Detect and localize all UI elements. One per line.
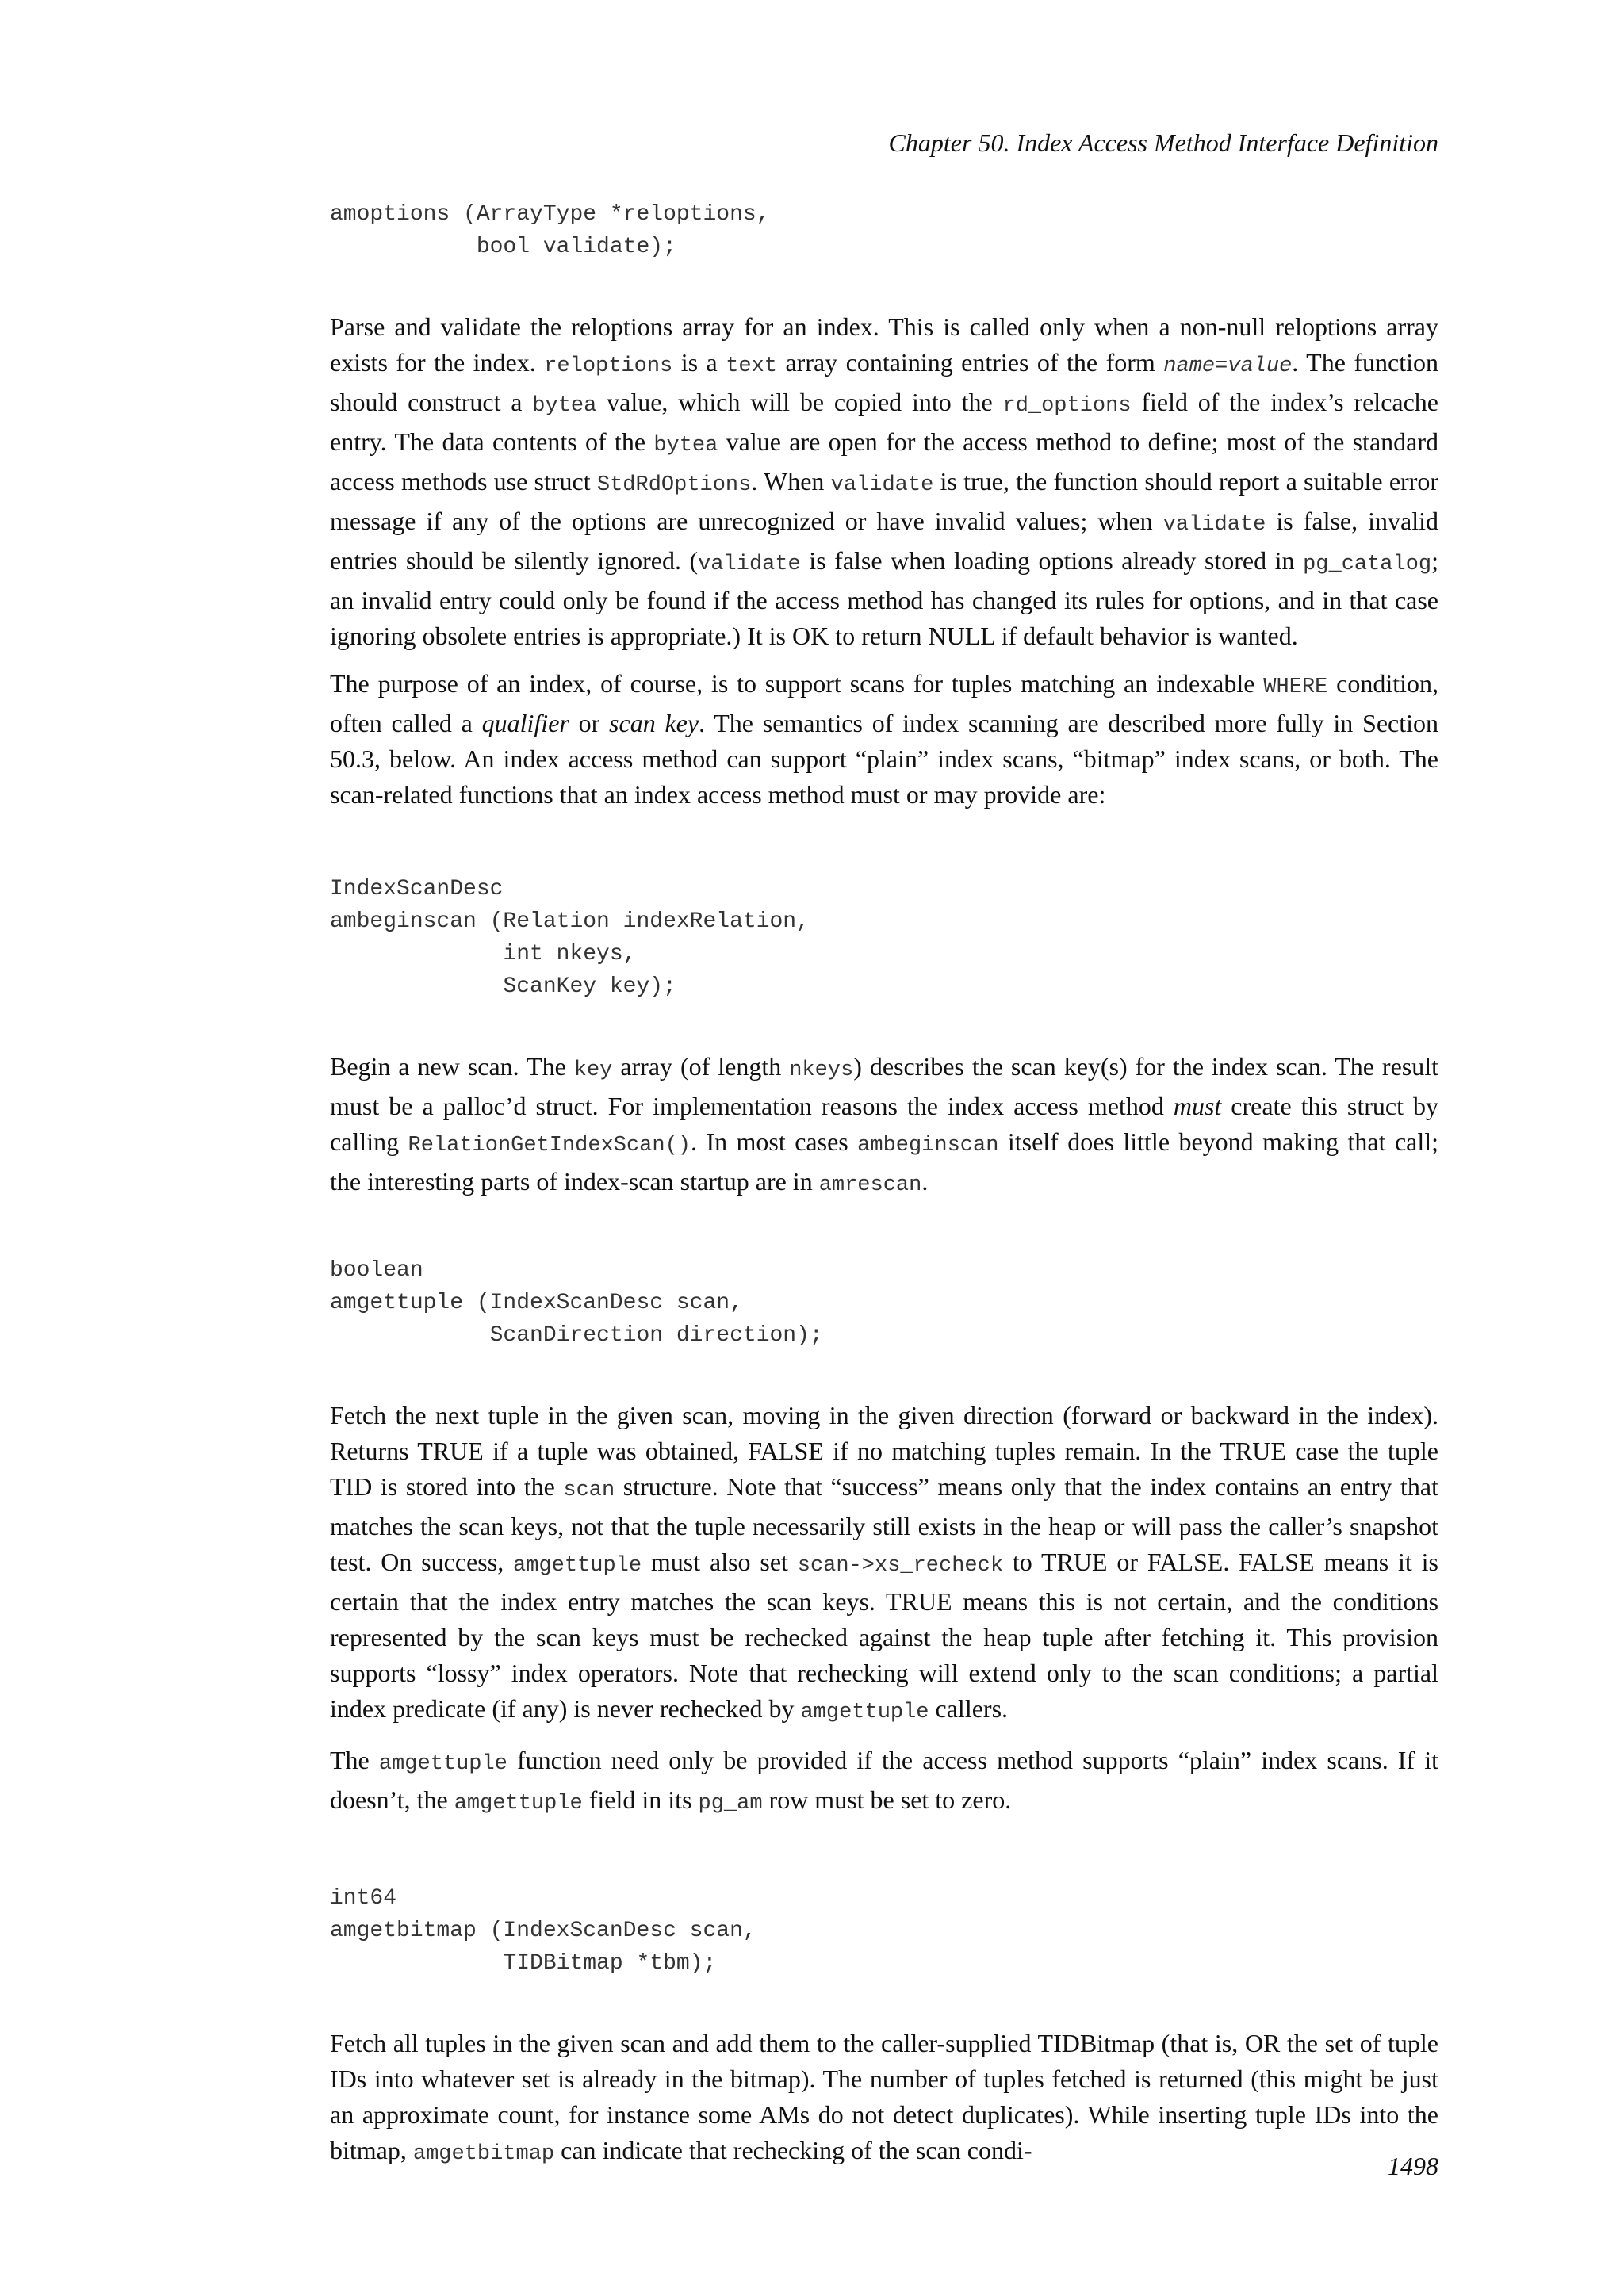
page-number: 1498	[1388, 2152, 1438, 2180]
text-run: field in its	[582, 1785, 699, 1814]
text-run: Fetch the next tuple in the given scan, moving in the given direction (forward or backward in the index). Returns TRUE if a tuple was obtained, FALSE if no matching tuples remain. In the TRUE case the tuple TID is stored into the	[330, 1401, 1438, 1501]
inline-code: ambeginscan	[857, 1134, 999, 1158]
text-run: is false when loading options already stored in	[800, 546, 1304, 575]
text-run: Begin a new scan. The	[330, 1052, 574, 1081]
paragraph-amgettuple-description	[330, 1398, 1438, 1731]
code-block-amgetbitmap: int64 amgetbitmap (IndexScanDesc scan, TIDBitmap *tbm);	[330, 1886, 756, 1976]
text-run: array containing entries of the form	[777, 348, 1164, 377]
text-run: value, which will be copied into the	[596, 388, 1003, 416]
inline-code: validate	[1162, 513, 1266, 537]
text-run: The purpose of an index, of course, is to support scans for tuples matching an indexable	[330, 669, 1264, 698]
inline-code-italic: name	[1163, 354, 1216, 378]
inline-code: pg_am	[698, 1792, 763, 1816]
inline-code: reloptions	[544, 354, 673, 378]
paragraph-amgetbitmap-description	[330, 2026, 1438, 2172]
inline-code: validate	[698, 553, 801, 576]
text-run: . The semantics of index scanning are described more fully in Section 50.3, below. An index access method can support “plain” index scans, “bitmap” index scans, or both. The scan-related functions that an index access method must or may provide are:	[330, 709, 1439, 809]
text-run: Parse and validate the reloptions array for an index. This is called only when a non-null reloptions array exists for the index.	[330, 312, 1438, 377]
text-run: condition, often called a	[330, 669, 1439, 737]
inline-code: bytea	[532, 394, 597, 418]
text-run: can indicate that rechecking of the scan condi-	[554, 2136, 1032, 2164]
inline-code: amgettuple	[513, 1554, 642, 1578]
text-run: is a	[672, 348, 726, 377]
text-run: row must be set to zero.	[762, 1785, 1012, 1814]
emphasis: qualifier	[481, 709, 569, 737]
inline-code: rd_options	[1002, 394, 1132, 418]
code-block-amoptions: amoptions (ArrayType *reloptions, bool validate);	[330, 202, 770, 259]
inline-code: key	[573, 1058, 613, 1082]
emphasis: scan key	[609, 709, 699, 737]
inline-code: amgetbitmap	[412, 2142, 555, 2166]
inline-code: =	[1215, 354, 1228, 378]
text-run: value are open for the access method to define; most of the standard access methods use struct	[330, 427, 1439, 496]
text-run: callers.	[929, 1694, 1009, 1723]
text-run: Fetch all tuples in the given scan and add them to the caller-supplied TIDBitmap (that is, OR the set of tuple IDs into whatever set is already in the bitmap). The number of tuples fetched is returned (this might be just an approximate count, for instance some AMs do not detect duplicates). While inserting tuple IDs into the bitmap,	[330, 2029, 1438, 2164]
inline-code: text	[726, 354, 777, 378]
code-block-ambeginscan: IndexScanDesc ambeginscan (Relation indexRelation, int nkeys, ScanKey key);	[330, 877, 810, 999]
inline-code: amgettuple	[454, 1792, 583, 1816]
paragraph-amoptions-description	[330, 309, 1438, 654]
inline-code: amgettuple	[800, 1701, 929, 1724]
text-run: is false, invalid entries should be silently ignored. (	[330, 507, 1439, 575]
text-run: . In most cases	[691, 1127, 858, 1156]
text-run: to TRUE or FALSE. FALSE means it is certain that the index entry matches the scan keys. TRUE means this is not certain, and the conditions represented by the scan keys must be rechecked against the heap tuple after fetching it. This provision supports “lossy” index operators. Note that rechecking will extend only to the scan conditions; a partial index predicate (if any) is never rechecked by	[330, 1548, 1439, 1723]
paragraph-index-purpose	[330, 666, 1438, 813]
text-run: must also set	[642, 1548, 798, 1576]
text-run: ) describes the scan key(s) for the index scan. The result must be a palloc’d struct. For implementation reasons the index access method	[330, 1052, 1438, 1120]
emphasis: must	[1173, 1092, 1222, 1120]
text-run: . The function should construct a	[330, 348, 1439, 416]
text-run: The	[330, 1746, 379, 1774]
text-run: . When	[751, 467, 831, 496]
inline-code: WHERE	[1263, 675, 1328, 699]
text-run: function need only be provided if the access method supports “plain” index scans. If it doesn’t, the	[330, 1746, 1439, 1814]
inline-code: RelationGetIndexScan()	[408, 1134, 691, 1158]
text-run: create this struct by calling	[330, 1092, 1438, 1156]
text-run: field of the index’s relcache entry. The data contents of the	[330, 388, 1439, 456]
text-run: ; an invalid entry could only be found if the access method has changed its rules for options, and in that case ignoring obsolete entries is appropriate.) It is OK to return NULL if default behavior is wanted.	[330, 546, 1439, 650]
running-header: Chapter 50. Index Access Method Interface Definition	[888, 128, 1438, 157]
inline-code: amgettuple	[378, 1752, 508, 1776]
inline-code: StdRdOptions	[596, 473, 752, 497]
inline-code: bytea	[653, 434, 718, 457]
inline-code: pg_catalog	[1303, 553, 1432, 576]
page-content	[330, 198, 1438, 2172]
inline-code: nkeys	[789, 1058, 854, 1082]
inline-code-italic: value	[1228, 354, 1293, 378]
document-page	[330, 0, 1438, 2296]
inline-code: scan->xs_recheck	[797, 1554, 1004, 1578]
code-block-amgettuple: boolean amgettuple (IndexScanDesc scan, ScanDirection direction);	[330, 1258, 823, 1348]
text-run: .	[921, 1167, 929, 1196]
paragraph-ambeginscan-description	[330, 1049, 1438, 1203]
text-run: array (of length	[612, 1052, 790, 1081]
text-run: or	[569, 709, 610, 737]
text-run: structure. Note that “success” means only that the index contains an entry that matches the scan keys, not that the tuple necessarily still exists in the heap or will pass the caller’s snapshot test. On success,	[330, 1472, 1439, 1576]
paragraph-amgettuple-optional	[330, 1743, 1438, 1822]
inline-code: scan	[563, 1479, 615, 1502]
inline-code: amrescan	[818, 1173, 922, 1197]
text-run: itself does little beyond making that call; the interesting parts of index-scan startup are in	[330, 1127, 1439, 1196]
inline-code: validate	[830, 473, 934, 497]
text-run: is true, the function should report a suitable error message if any of the options are unrecognized or have invalid values; when	[330, 467, 1439, 535]
